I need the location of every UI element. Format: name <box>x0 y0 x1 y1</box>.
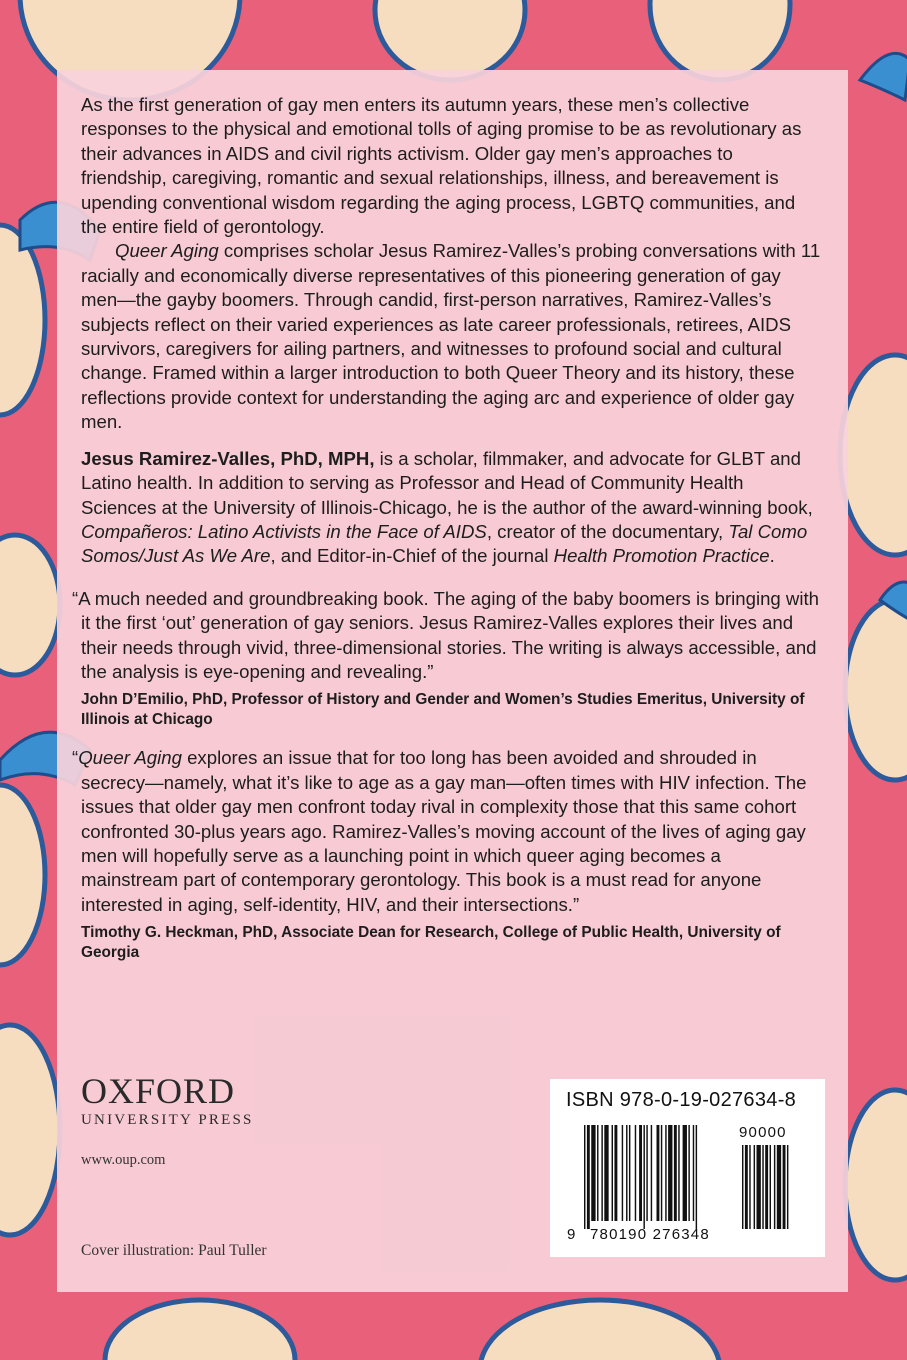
barcode-bar <box>668 1125 672 1221</box>
barcode-bar <box>597 1125 598 1221</box>
barcode-addon-digits: 90000 <box>739 1124 787 1141</box>
cover-credit: Cover illustration: Paul Tuller <box>81 1242 267 1259</box>
barcode-addon-bar <box>783 1145 786 1229</box>
publisher-press: UNIVERSITY PRESS <box>81 1112 254 1128</box>
isbn-label: ISBN 978-0-19-027634-8 <box>566 1089 797 1111</box>
barcode-bar <box>626 1125 627 1221</box>
publisher-url: www.oup.com <box>81 1152 166 1168</box>
barcode-bar <box>661 1125 662 1221</box>
endorsement-attribution-1: John D’Emilio, PhD, Professor of History and Gender and Women’s Studies Emeritus, University of Illinois at Chicago <box>81 691 805 729</box>
bio-journal-title: Health Promotion Practice <box>553 545 770 567</box>
barcode-bar <box>688 1125 689 1221</box>
barcode-bar <box>591 1125 595 1221</box>
barcode-addon-bar <box>770 1145 771 1229</box>
barcode-addon-bar <box>754 1145 755 1229</box>
barcode-bar <box>614 1125 617 1221</box>
description-paragraph-2 <box>81 239 821 434</box>
barcode-bar <box>665 1125 666 1221</box>
publisher-logo <box>81 1072 254 1129</box>
barcode-addon-bar <box>787 1145 788 1229</box>
barcode-bar <box>584 1125 585 1229</box>
bio-book-title: Compañeros: Latino Activists in the Face of AIDS <box>81 520 487 542</box>
barcode-bar <box>629 1125 630 1221</box>
bio-text-4: . <box>769 545 775 567</box>
barcode-bar <box>646 1125 647 1221</box>
barcode-addon-bar <box>742 1145 743 1229</box>
barcode-bar <box>696 1125 697 1229</box>
barcode-bar <box>657 1125 660 1221</box>
bio-documentary-title: Tal Como Somos/Just As We Are <box>81 520 808 567</box>
description-paragraph-1: As the first generation of gay men enters its autumn years, these men’s collective responses to the physical and emotional tolls of aging promise to be as revolutionary as their advances in AIDS and civil rights activism. Older gay men’s approaches to friendship, caregiving, romantic and sexual relationships, illness, and bereavement is upending conventional wisdom regarding the aging process, LGBTQ communities, and the entire field of gerontology. <box>81 94 802 238</box>
barcode-bar <box>674 1125 677 1221</box>
barcode-bar <box>635 1125 636 1221</box>
publisher-name: OXFORD <box>81 1071 236 1111</box>
barcode-bar <box>639 1125 642 1221</box>
bio-text-1: is a scholar, filmmaker, and advocate for GLBT and Latino health. In addition to serving as Professor and Head of Community Health Sciences at the University of Illinois-Chicago, he is the author of the award-winning book, <box>81 447 813 518</box>
barcode-bar <box>651 1125 652 1221</box>
barcode-bar <box>622 1125 623 1221</box>
description-paragraph-2-text: comprises scholar Jesus Ramirez-Valles’s probing conversations with 11 racially and economically diverse representatives of this pioneering generation of gay men—the gayby boomers. Through candid, first-person narratives, Ramirez-Valles’s subjects reflect on their varied experiences as late career professionals, retirees, AIDS survivors, caregivers for ailing partners, and witnesses to profound social and cultural change. Framed within a larger introduction to both Queer Theory and its history, these reflections provide context for understanding the aging arc and experience of older gay men. <box>81 240 821 433</box>
barcode-bar <box>612 1125 613 1221</box>
barcode-addon-bar <box>749 1145 750 1229</box>
book-title-inline: Queer Aging <box>115 240 219 262</box>
barcode-addon-bar <box>745 1145 748 1229</box>
barcode-bar <box>678 1125 679 1221</box>
author-bio <box>81 447 821 569</box>
endorsement-quote-1: “A much needed and groundbreaking book. The aging of the baby boomers is bringing with it the first ‘out’ generation of gay seniors. Jesus Ramirez-Valles explores their lives and their needs through vivid, three-dimensional stories. The writing is always accessible, and the analysis is eye-opening and revealing.” <box>72 587 819 682</box>
bio-text-2: , creator of the documentary, <box>486 520 729 542</box>
back-cover-text <box>72 93 821 963</box>
barcode-main-digits: 780190 276348 <box>590 1226 710 1243</box>
barcode-addon-bar <box>774 1145 775 1229</box>
barcode-bar <box>643 1125 644 1229</box>
quote-book-title: Queer Aging <box>78 747 182 769</box>
barcode-addon-bar <box>757 1145 761 1229</box>
endorsement-quote-2 <box>72 746 821 917</box>
quote-2-text: explores an issue that for too long has been avoided and shrouded in secrecy—namely, what it’s like to age as a gay man—often times with HIV infection. The issues that older gay men confront today rival in complexity those that this same cohort confronted 30-plus years ago. Ramirez-Valles’s moving account of the lives of aging gay men will hopefully serve as a launching point in which queer aging becomes a mainstream part of contemporary gerontology. This book is a must read for anyone interested in aging, self-identity, HIV, and their intersections.” <box>81 747 807 915</box>
barcode-addon-bar <box>762 1145 763 1229</box>
isbn-barcode-box <box>550 1079 825 1257</box>
endorsement-attribution-2: Timothy G. Heckman, PhD, Associate Dean for Research, College of Public Health, University of Georgia <box>81 924 781 962</box>
bio-text-3: , and Editor-in-Chief of the journal <box>270 545 554 567</box>
barcode-bar <box>601 1125 602 1221</box>
barcode-addon-bar <box>777 1145 781 1229</box>
barcode-bar <box>693 1125 694 1221</box>
barcode-first-digit: 9 <box>567 1226 576 1243</box>
barcode-addon-bar <box>765 1145 768 1229</box>
barcode-bar <box>683 1125 687 1221</box>
quote-open-mark: “ <box>72 747 79 769</box>
barcode-bar <box>604 1125 608 1221</box>
author-name: Jesus Ramirez-Valles, PhD, MPH, <box>81 447 375 469</box>
barcode-bar <box>587 1125 590 1229</box>
